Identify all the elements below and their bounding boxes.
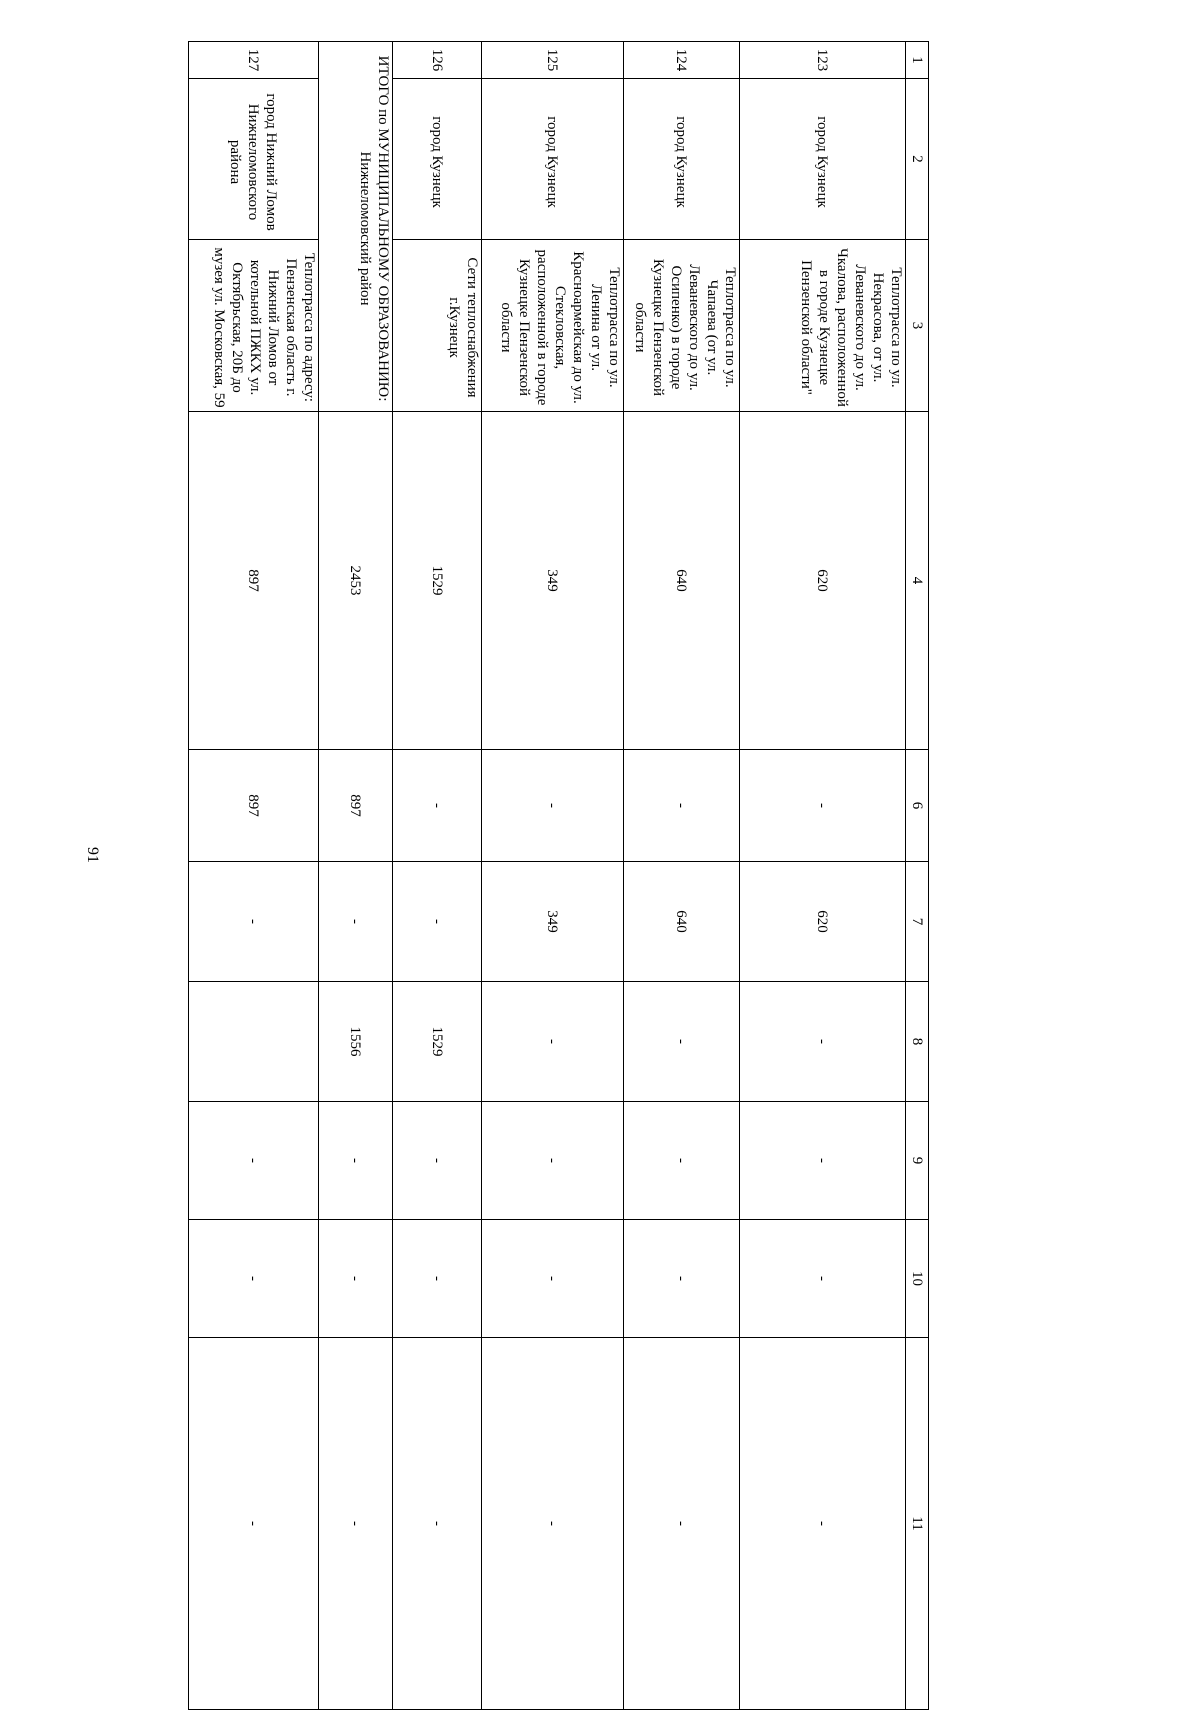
value-col-7: 349 [482, 862, 624, 982]
row-number: 124 [624, 42, 740, 79]
value-col-9: - [624, 1102, 740, 1220]
col-header-9: 9 [906, 1102, 929, 1220]
row-number: 125 [482, 42, 624, 79]
locality-cell: город Кузнецк [482, 79, 624, 240]
col-header-10: 10 [906, 1220, 929, 1338]
header-row [906, 42, 929, 1710]
value-col-9: - [482, 1102, 624, 1220]
value-col-7: 640 [624, 862, 740, 982]
total-label: ИТОГО по МУНИЦИПАЛЬНОМУ ОБРАЗОВАНИЮ: Нижнеломовский район [319, 42, 393, 412]
value-col-6: - [624, 750, 740, 862]
total-col-10: - [319, 1220, 393, 1338]
total-col-6: 897 [319, 750, 393, 862]
value-col-9: - [740, 1102, 906, 1220]
col-header-7: 7 [906, 862, 929, 982]
col-header-4: 4 [906, 412, 929, 750]
value-col-10: - [393, 1220, 482, 1338]
description-cell: Теплотрасса по ул. Ленина от ул. Красноармейская до ул. Стекловская, расположенной в городе Кузнецке Пензенской области [482, 240, 624, 412]
table-row [189, 42, 319, 1710]
row-number: 126 [393, 42, 482, 79]
value-col-6: - [393, 750, 482, 862]
value-col-11: - [393, 1338, 482, 1710]
value-col-8: - [740, 982, 906, 1102]
col-header-8: 8 [906, 982, 929, 1102]
value-col-10: - [740, 1220, 906, 1338]
value-col-11: - [189, 1338, 319, 1710]
heat-network-table [188, 41, 929, 1710]
value-col-11: - [624, 1338, 740, 1710]
total-col-9: - [319, 1102, 393, 1220]
value-col-6: - [740, 750, 906, 862]
row-number: 123 [740, 42, 906, 79]
value-col-8: - [482, 982, 624, 1102]
value-col-4: 640 [624, 412, 740, 750]
total-col-7: - [319, 862, 393, 982]
value-col-10: - [482, 1220, 624, 1338]
table-row [624, 42, 740, 1710]
locality-cell: город Нижний Ломов Нижнеломовского района [189, 79, 319, 240]
value-col-9: - [393, 1102, 482, 1220]
value-col-4: 349 [482, 412, 624, 750]
value-col-6: 897 [189, 750, 319, 862]
value-col-6: - [482, 750, 624, 862]
locality-cell: город Кузнецк [624, 79, 740, 240]
description-cell: Теплотрасса по ул. Некрасова, от ул. Леваневского до ул. Чкалова, расположенной в городе Кузнецке Пензенской области" [740, 240, 906, 412]
locality-cell: город Кузнецк [740, 79, 906, 240]
value-col-7: - [189, 862, 319, 982]
col-header-6: 6 [906, 750, 929, 862]
table-row [393, 42, 482, 1710]
page-number: 91 [84, 847, 101, 863]
table-row [482, 42, 624, 1710]
total-col-8: 1556 [319, 982, 393, 1102]
description-cell: Теплотрасса по адресу: Пензенская область г. Нижний Ломов от котельной ПЖКХ ул. Октябрьская, 20Б до музея ул. Московская, 59 [189, 240, 319, 412]
total-col-11: - [319, 1338, 393, 1710]
col-header-1: 1 [906, 42, 929, 79]
total-row [319, 42, 393, 1710]
row-number: 127 [189, 42, 319, 79]
value-col-8: - [624, 982, 740, 1102]
value-col-10: - [189, 1220, 319, 1338]
value-col-4: 1529 [393, 412, 482, 750]
value-col-11: - [740, 1338, 906, 1710]
col-header-11: 11 [906, 1338, 929, 1710]
table-row [740, 42, 906, 1710]
value-col-7: 620 [740, 862, 906, 982]
value-col-11: - [482, 1338, 624, 1710]
col-header-3: 3 [906, 240, 929, 412]
value-col-8 [189, 982, 319, 1102]
locality-cell: город Кузнецк [393, 79, 482, 240]
value-col-4: 620 [740, 412, 906, 750]
description-cell: Теплотрасса по ул. Чапаева (от ул. Леваневского до ул. Осипенко) в городе Кузнецке Пензенской области [624, 240, 740, 412]
value-col-9: - [189, 1102, 319, 1220]
value-col-10: - [624, 1220, 740, 1338]
rotated-table-wrapper [174, 41, 929, 1709]
value-col-8: 1529 [393, 982, 482, 1102]
value-col-4: 897 [189, 412, 319, 750]
col-header-2: 2 [906, 79, 929, 240]
total-col-4: 2453 [319, 412, 393, 750]
description-cell: Сети теплоснабжения г.Кузнецк [393, 240, 482, 412]
value-col-7: - [393, 862, 482, 982]
